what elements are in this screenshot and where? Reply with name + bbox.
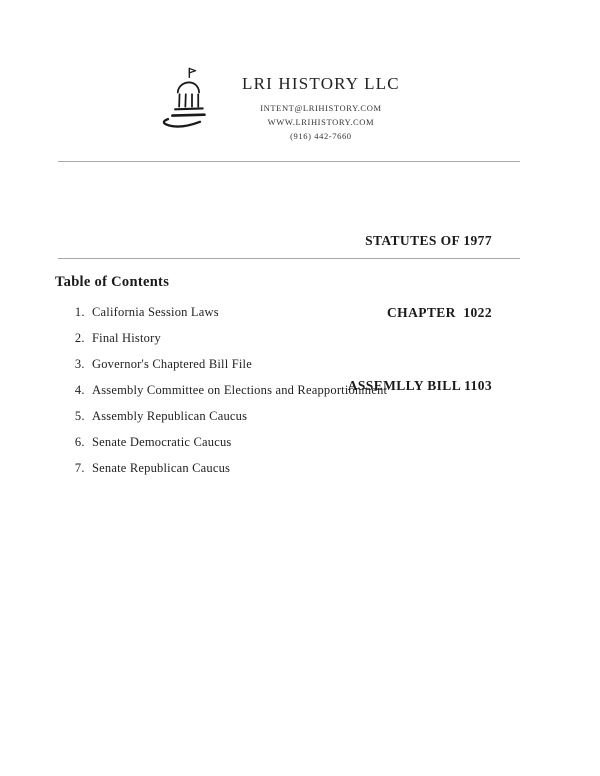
toc-item: 5. Assembly Republican Caucus [88, 409, 540, 424]
toc-item: 3. Governor's Chaptered Bill File [88, 357, 540, 372]
divider-top [58, 161, 520, 162]
toc-list [55, 305, 540, 476]
capitol-logo-icon [148, 64, 220, 144]
toc-item: 4. Assembly Committee on Elections and Reapportionment [88, 383, 540, 398]
company-phone: (916) 442-7660 [290, 131, 352, 142]
company-block [242, 62, 400, 143]
company-email: INTENT@LRIHISTORY.COM [260, 103, 382, 113]
company-website: WWW.LRIHISTORY.COM [267, 117, 375, 128]
company-name: LRI HISTORY LLC [242, 74, 400, 93]
toc-item: 2. Final History [88, 331, 540, 346]
chapter-line: CHAPTER 1022 [387, 305, 492, 321]
letterhead [0, 0, 600, 144]
toc-item: 7. Senate Republican Caucus [88, 461, 540, 476]
toc-title: Table of Contents [55, 274, 170, 290]
toc-item: 6. Senate Democratic Caucus [88, 435, 540, 450]
assembly-bill-line: ASSEMLLY BILL 1103 [347, 378, 492, 394]
toc-item: 1. California Session Laws [88, 305, 540, 320]
table-of-contents [55, 274, 540, 487]
statutes-line: STATUTES OF 1977 [365, 232, 492, 248]
divider-middle [58, 258, 520, 259]
